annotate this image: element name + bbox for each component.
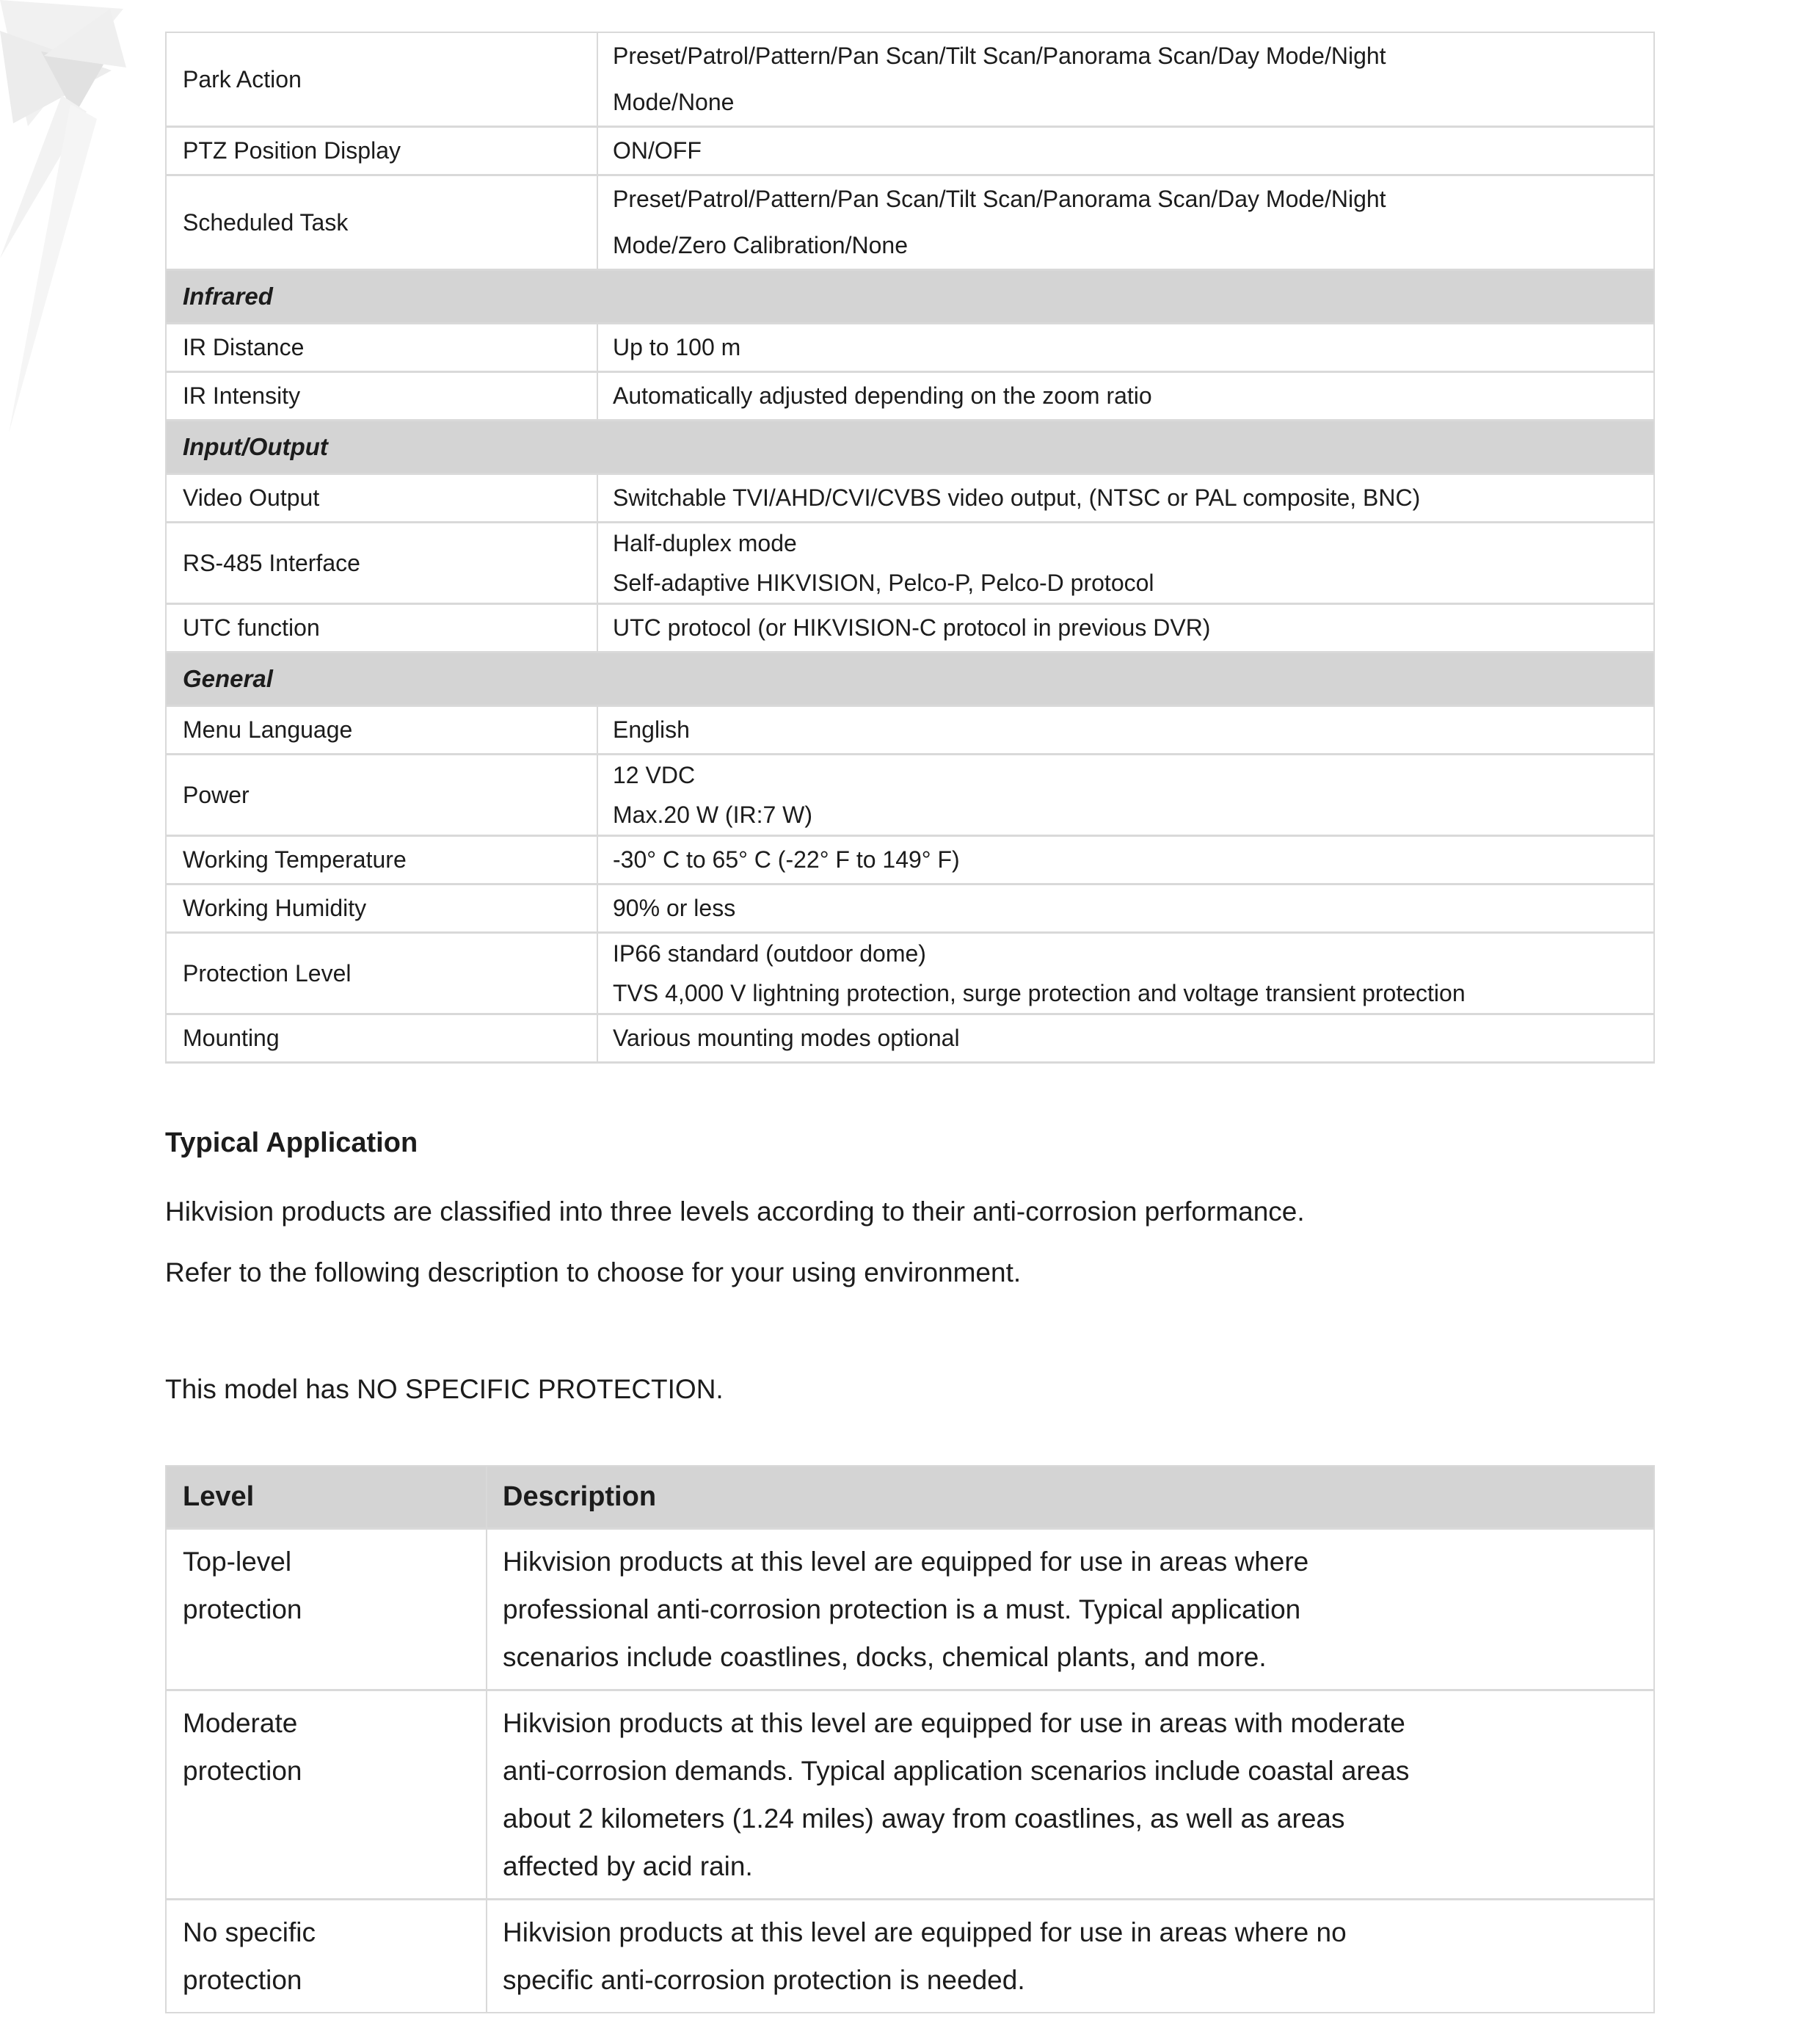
- spec-value-line: Max.20 W (IR:7 W): [613, 802, 813, 828]
- spec-label-cell: UTC function: [167, 605, 598, 651]
- level-cell: [167, 1530, 487, 1689]
- spec-value-cell: [598, 1015, 1653, 1061]
- spec-table-body: [167, 33, 1653, 1061]
- spec-label-cell: IR Distance: [167, 324, 598, 371]
- spec-label-cell: PTZ Position Display: [167, 128, 598, 174]
- spec-value-line: Switchable TVI/AHD/CVI/CVBS video output, (NTSC or PAL composite, BNC): [613, 484, 1421, 511]
- spec-row: [167, 885, 1653, 934]
- spec-row: [167, 176, 1653, 271]
- description-cell: [487, 1530, 1653, 1689]
- description-line: Hikvision products at this level are equipped for use in areas where no: [503, 1917, 1347, 1947]
- spec-value-line: TVS 4,000 V lightning protection, surge protection and voltage transient protection: [613, 980, 1466, 1006]
- level-line: protection: [183, 1594, 302, 1624]
- spec-value-line: -30° C to 65° C (-22° F to 149° F): [613, 846, 960, 873]
- description-line: anti-corrosion demands. Typical application scenarios include coastal areas: [503, 1756, 1410, 1786]
- spec-value-line: English: [613, 716, 690, 743]
- level-column-header: Level: [167, 1467, 487, 1527]
- spec-table: [165, 32, 1655, 1064]
- level-table-body: [167, 1527, 1653, 2012]
- description-column-header: Description: [503, 1481, 657, 1512]
- watermark-graphic: [0, 0, 154, 470]
- spec-value-line: Self-adaptive HIKVISION, Pelco-P, Pelco-D protocol: [613, 570, 1154, 596]
- spec-row: [167, 1015, 1653, 1061]
- spec-label-cell: IR Intensity: [167, 373, 598, 419]
- spec-row: [167, 33, 1653, 128]
- spec-section-label: Infrared: [183, 283, 273, 310]
- spec-value-cell: [598, 33, 1653, 126]
- level-table-row: [167, 1898, 1653, 2012]
- typical-application-heading: Typical Application: [165, 1127, 418, 1158]
- spec-label-cell: Protection Level: [167, 934, 598, 1013]
- level-line: protection: [183, 1965, 302, 1995]
- spec-value-cell: [598, 523, 1653, 603]
- level-table: [165, 1465, 1655, 2013]
- spec-label-cell: Scheduled Task: [167, 176, 598, 269]
- spec-value-cell: [598, 885, 1653, 931]
- spec-row: [167, 707, 1653, 755]
- description-line: Hikvision products at this level are equipped for use in areas where: [503, 1547, 1309, 1577]
- level-line: No specific: [183, 1917, 316, 1947]
- spec-value-line: IP66 standard (outdoor dome): [613, 940, 926, 967]
- spec-row: [167, 324, 1653, 373]
- description-cell: [487, 1691, 1653, 1898]
- spec-value-line: 90% or less: [613, 895, 736, 921]
- description-line: professional anti-corrosion protection is a must. Typical application: [503, 1594, 1301, 1624]
- spec-value-cell: [598, 324, 1653, 371]
- spec-value-line: Automatically adjusted depending on the zoom ratio: [613, 382, 1152, 409]
- description-line: specific anti-corrosion protection is needed.: [503, 1965, 1025, 1995]
- spec-label-cell: Working Humidity: [167, 885, 598, 931]
- spec-label-cell: Menu Language: [167, 707, 598, 753]
- spec-label-cell: Working Temperature: [167, 837, 598, 883]
- spec-row: [167, 373, 1653, 421]
- spec-label-cell: RS-485 Interface: [167, 523, 598, 603]
- spec-value-cell: [598, 755, 1653, 835]
- spec-section-label: General: [183, 665, 273, 692]
- spec-value-line: Mode/Zero Calibration/None: [613, 232, 908, 258]
- level-line: Moderate: [183, 1708, 298, 1738]
- spec-value-line: 12 VDC: [613, 762, 696, 788]
- spec-section-row: [167, 271, 1653, 324]
- spec-value-line: ON/OFF: [613, 137, 702, 164]
- level-table-row: [167, 1527, 1653, 1689]
- spec-value-line: UTC protocol (or HIKVISION-C protocol in previous DVR): [613, 614, 1211, 641]
- spec-row: [167, 605, 1653, 653]
- level-line: protection: [183, 1756, 302, 1786]
- spec-value-line: Preset/Patrol/Pattern/Pan Scan/Tilt Scan/Panorama Scan/Day Mode/Night: [613, 186, 1386, 212]
- spec-value-line: Half-duplex mode: [613, 530, 797, 556]
- description-cell: [487, 1900, 1653, 2012]
- spec-value-line: Up to 100 m: [613, 334, 741, 360]
- description-line: scenarios include coastlines, docks, chemical plants, and more.: [503, 1642, 1267, 1672]
- spec-value-cell: [598, 707, 1653, 753]
- typical-application-paragraph: [165, 1181, 1655, 1303]
- spec-row: [167, 523, 1653, 605]
- level-table-row: [167, 1689, 1653, 1898]
- spec-row: [167, 128, 1653, 176]
- spec-label-cell: Park Action: [167, 33, 598, 126]
- spec-row: [167, 755, 1653, 837]
- level-line: Top-level: [183, 1547, 292, 1577]
- description-line: affected by acid rain.: [503, 1851, 753, 1881]
- description-line: about 2 kilometers (1.24 miles) away from coastlines, as well as areas: [503, 1803, 1345, 1834]
- spec-value-cell: [598, 837, 1653, 883]
- paragraph-line: Refer to the following description to choose for your using environment.: [165, 1257, 1022, 1287]
- spec-label-cell: Power: [167, 755, 598, 835]
- spec-label-cell: Mounting: [167, 1015, 598, 1061]
- spec-value-line: Preset/Patrol/Pattern/Pan Scan/Tilt Scan/Panorama Scan/Day Mode/Night: [613, 43, 1386, 69]
- spec-section-row: [167, 653, 1653, 707]
- level-cell: [167, 1691, 487, 1898]
- protection-note-line: This model has NO SPECIFIC PROTECTION.: [165, 1374, 724, 1404]
- spec-value-cell: [598, 128, 1653, 174]
- spec-row: [167, 934, 1653, 1015]
- level-cell: [167, 1900, 487, 2012]
- spec-value-cell: [598, 934, 1653, 1013]
- spec-label-cell: Video Output: [167, 475, 598, 521]
- spec-value-cell: [598, 373, 1653, 419]
- spec-value-line: Mode/None: [613, 89, 735, 115]
- spec-row: [167, 837, 1653, 885]
- paragraph-line: Hikvision products are classified into three levels according to their anti-corrosion performance.: [165, 1196, 1305, 1227]
- spec-value-cell: [598, 176, 1653, 269]
- description-line: Hikvision products at this level are equipped for use in areas with moderate: [503, 1708, 1405, 1738]
- spec-value-cell: [598, 475, 1653, 521]
- spec-row: [167, 475, 1653, 523]
- spec-section-label: Input/Output: [183, 433, 328, 460]
- level-table-header-row: [167, 1467, 1653, 1527]
- spec-section-row: [167, 421, 1653, 475]
- spec-value-cell: [598, 605, 1653, 651]
- content-area: [165, 32, 1655, 2013]
- spec-value-line: Various mounting modes optional: [613, 1025, 960, 1051]
